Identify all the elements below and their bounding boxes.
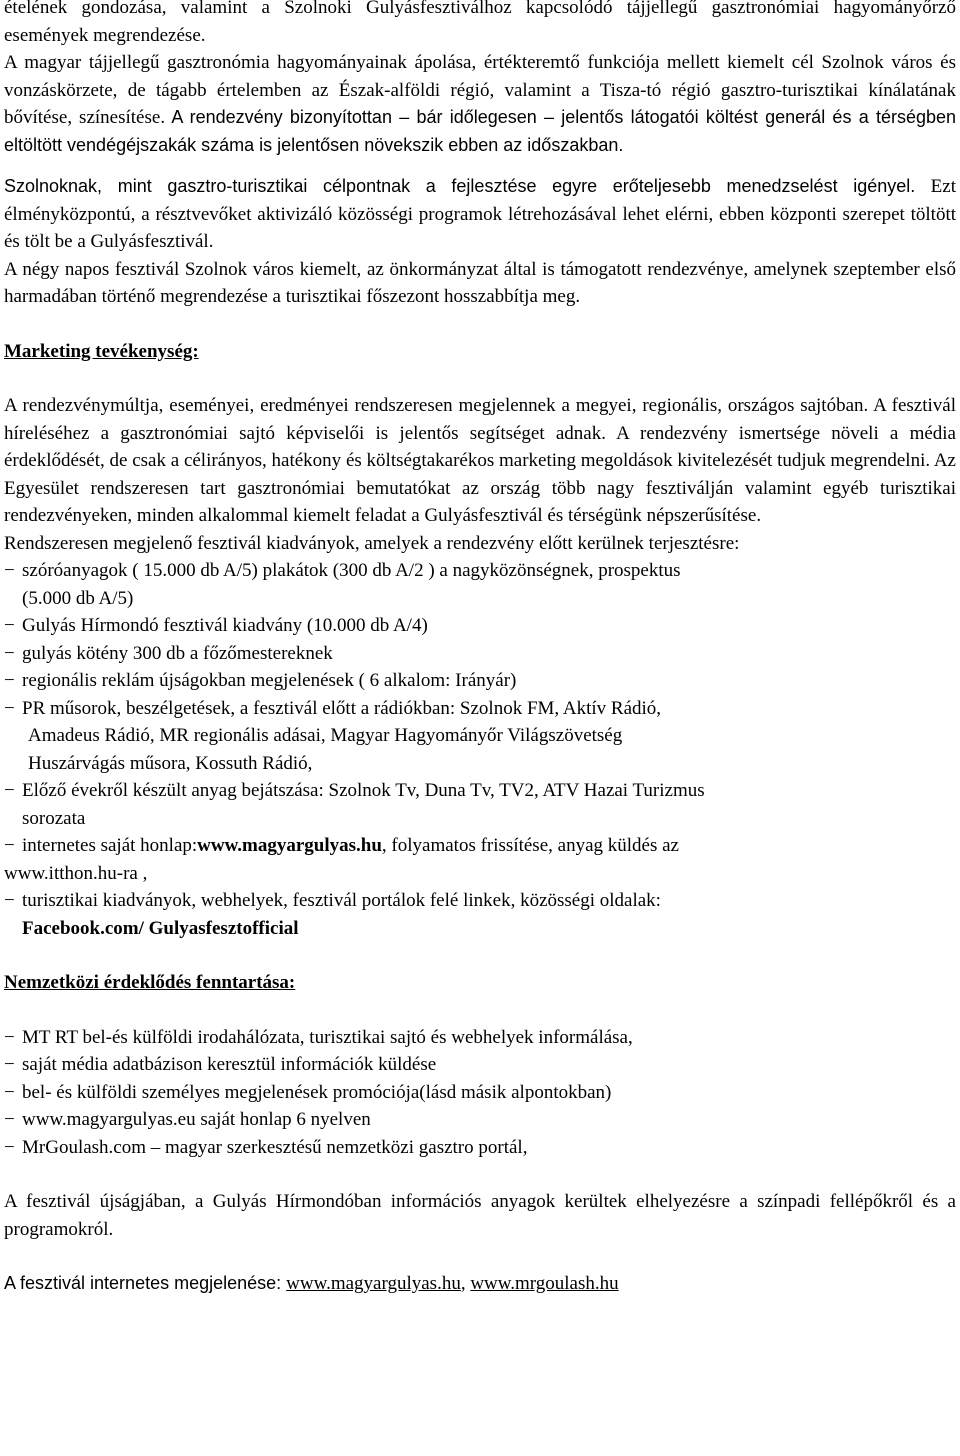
list-item xyxy=(4,1051,956,1079)
dash-bullet: − xyxy=(4,642,15,664)
dash-bullet: − xyxy=(4,615,15,636)
dash-bullet: − xyxy=(4,560,15,581)
list-item-continuation: sorozata xyxy=(22,807,86,829)
marketing-heading: Marketing tevékenység: xyxy=(4,340,199,362)
list-item-text: Előző évekről készült anyag bejátszása: Szolnok Tv, Duna Tv, TV2, ATV Hazai Turizmus xyxy=(22,780,705,801)
list-item-text: saját média adatbázison keresztül információk küldése xyxy=(22,1054,437,1075)
list-item-text: szóróanyagok ( 15.000 db A/5) plakátok (300 db A/2 ) a nagyközönségnek, prospektus xyxy=(22,560,681,581)
dash-bullet: − xyxy=(4,1054,15,1075)
intro-paragraph-sans: A rendezvény bizonyítottan – bár időlegesen – jelentős látogatói költést generál és a térségben eltöltött vendégéjszakák száma is jelentősen növekszik ebben az időszakban. xyxy=(4,107,957,155)
internet-continuation: www.itthon.hu-ra , xyxy=(4,862,148,884)
list-item xyxy=(4,1079,956,1107)
list-item xyxy=(4,1134,956,1162)
list-item-continuation: Amadeus Rádió, MR regionális adásai, Magyar Hagyományőr Világszövetség xyxy=(28,725,623,746)
development-serif: Ezt élményközpontú, a résztvevőket aktivizáló közösségi programok létrehozásával lehet elérni, ebben központi szerepet töltött és tölt be a Gulyásfesztivál. xyxy=(4,176,956,252)
list-item xyxy=(4,695,956,778)
list-item-continuation: (5.000 db A/5) xyxy=(22,587,134,609)
list-item-text: MT RT bel-és külföldi irodahálózata, turisztikai sajtó és webhelyek informálása, xyxy=(22,1026,633,1048)
list-item-text: PR műsorok, beszélgetések, a fesztivál előtt a rádiókban: Szolnok FM, Aktív Rádió, xyxy=(22,697,662,719)
list-item xyxy=(4,557,956,612)
development-sans: Szolnoknak, mint gasztro-turisztikai célpontnak a fejlesztése egyre erőteljesebb menedzselést igényel. xyxy=(4,176,916,196)
social-list xyxy=(4,887,956,942)
dash-bullet: − xyxy=(4,835,15,856)
intro-paragraph xyxy=(4,49,956,159)
dash-bullet: − xyxy=(4,890,15,911)
newspaper-paragraph: A fesztivál újságjában, a Gulyás Hírmondóban információs anyagok kerültek elhelyezésre a színpadi fellépőkről és a programokról. xyxy=(4,1191,956,1240)
dash-bullet: − xyxy=(4,697,15,719)
website-link-bold[interactable]: www.magyargulyas.hu xyxy=(197,835,382,856)
marketing-paragraph: A rendezvénymúltja, eseményei, eredményei rendszeresen megjelennek a megyei, regionális, országos sajtóban. A fesztivál híreléséhez a gasztronómiai sajtó képviselői is jelentős segítséget adnak. A rendezvény ismertsége növeli a média érdeklődését, de csak a célirányos, hatékony és költségtakarékos marketing megoldások kivitelezését tudjuk megrendelni. Az Egyesület rendszeresen tart gasztronómiai bemutatókat az ország több nagy fesztiválján valamint egyéb turisztikai rendezvényeken, minden alkalommal kiemelt feladat a Gulyásfesztivál és térségünk népszerűsítése. xyxy=(4,395,956,526)
dash-bullet: − xyxy=(4,1136,15,1158)
link-separator: , xyxy=(460,1273,471,1294)
internet-post: , folyamatos frissítése, anyag küldés az xyxy=(381,835,679,856)
list-item-text: gulyás kötény 300 db a főzőmestereknek xyxy=(22,642,333,664)
list-item-text: MrGoulash.com – magyar szerkesztésű nemzetközi gasztro portál, xyxy=(22,1136,528,1158)
facebook-link[interactable]: Facebook.com/ Gulyasfesztofficial xyxy=(22,917,299,939)
international-heading: Nemzetközi érdeklődés fenntartása: xyxy=(4,972,296,993)
mrgoulash-link[interactable]: www.mrgoulash.hu xyxy=(470,1273,619,1294)
publications-intro: Rendszeresen megjelenő fesztivál kiadványok, amelyek a rendezvény előtt kerülnek terjesztésre: xyxy=(4,532,740,554)
list-item-text: www.magyargulyas.eu saját honlap 6 nyelven xyxy=(22,1109,371,1130)
list-item xyxy=(4,887,956,942)
internet-pre: internetes saját honlap: xyxy=(22,835,198,856)
list-item xyxy=(4,832,956,860)
list-item-text: turisztikai kiadványok, webhelyek, fesztivál portálok felé linkek, közösségi oldalak: xyxy=(22,890,661,911)
dash-bullet: − xyxy=(4,780,15,801)
list-item xyxy=(4,667,956,695)
dash-bullet: − xyxy=(4,1081,15,1103)
intro-line: ételének gondozása, valamint a Szolnoki Gulyásfesztiválhoz kapcsolódó tájjellegű gasztronómiai hagyományőrző események megrendezése. xyxy=(4,0,956,46)
list-item xyxy=(4,777,956,832)
list-item xyxy=(4,1106,956,1134)
list-item-text: regionális reklám újságokban megjelenések ( 6 alkalom: Irányár) xyxy=(22,670,517,691)
magyargulyas-link[interactable]: www.magyargulyas.hu xyxy=(286,1273,461,1294)
dash-bullet: − xyxy=(4,1026,15,1048)
list-item xyxy=(4,1024,956,1052)
intro-paragraph-serif: A magyar tájjellegű gasztronómia hagyományainak ápolása, értékteremtő funkciója mellett kiemelt cél Szolnok város és vonzáskörzete, de tágabb értelemben az Észak-alföldi régió, valamint a Tisza-tó régió gasztro-turisztikai kínálatának bővítése, színesítése. xyxy=(4,52,956,128)
web-presence-label: A fesztivál internetes megjelenése: xyxy=(4,1273,287,1293)
list-item xyxy=(4,612,956,640)
dash-bullet: − xyxy=(4,1109,15,1130)
international-list xyxy=(4,1024,956,1162)
list-item-continuation: Huszárvágás műsora, Kossuth Rádió, xyxy=(28,752,313,774)
web-presence-line xyxy=(4,1270,956,1298)
list-item-text: Gulyás Hírmondó fesztivál kiadvány (10.000 db A/4) xyxy=(22,615,428,636)
dash-bullet: − xyxy=(4,670,15,691)
development-paragraph xyxy=(4,173,956,256)
list-item xyxy=(4,640,956,668)
list-item-text: bel- és külföldi személyes megjelenések promóciója(lásd másik alpontokban) xyxy=(22,1081,612,1103)
publications-list xyxy=(4,557,956,860)
festival-paragraph: A négy napos fesztivál Szolnok város kiemelt, az önkormányzat által is támogatott rendezvénye, amelynek szeptember első harmadában történő megrendezése a turisztikai főszezont hosszabbítja meg. xyxy=(4,258,956,307)
